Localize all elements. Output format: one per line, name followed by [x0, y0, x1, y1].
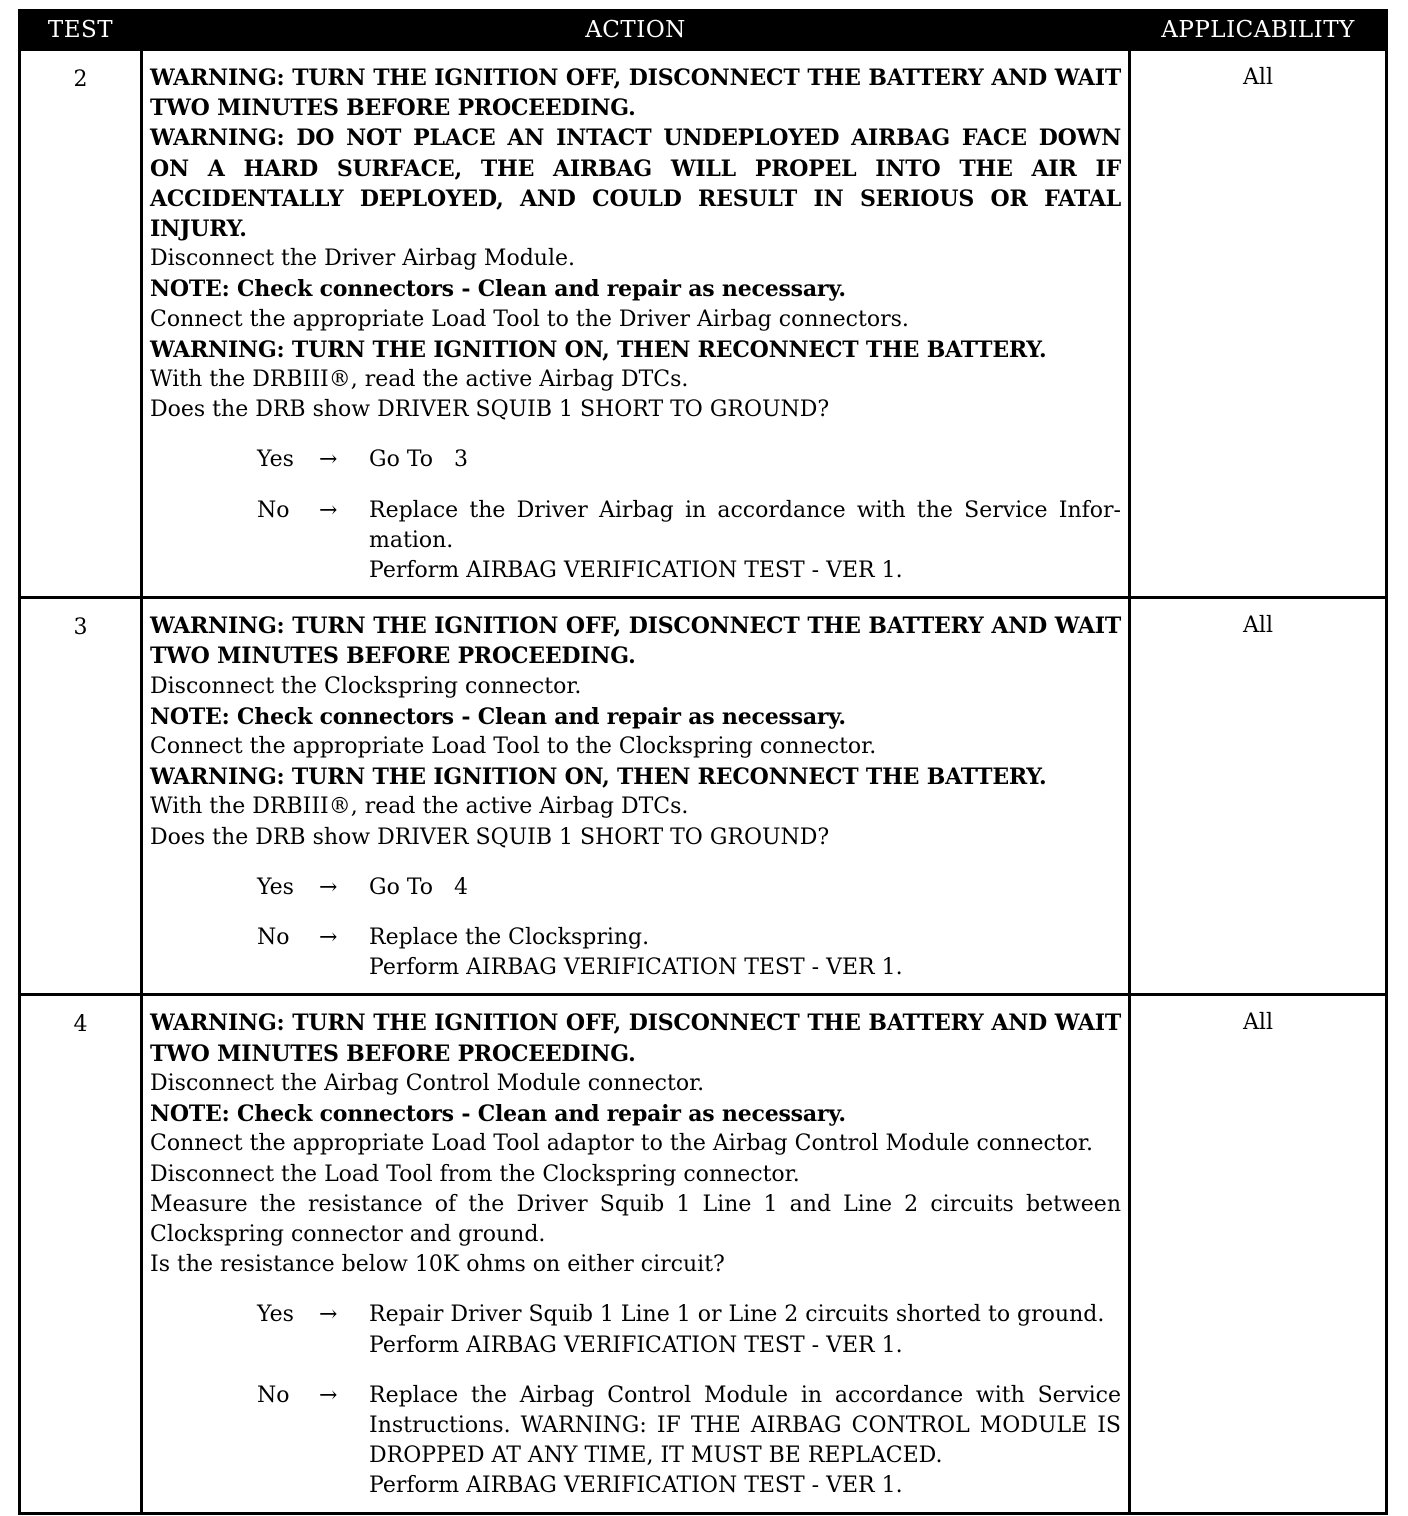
step-text: Connect the appropriate Load Tool to the Driver Airbag connectors. — [150, 306, 909, 332]
step-text: Connect the appropriate Load Tool adaptor to the Airbag Control Module connector. — [150, 1131, 1093, 1157]
no-result — [369, 1381, 1121, 1502]
no-result-text: Replace the Airbag Control Module in accordance with Service Instructions. WARNING: IF THE AIRBAG CONTROL MODULE IS DROPPED AT ANY TIME, IT MUST BE REPLACED. — [369, 1382, 1121, 1469]
step-text: Disconnect the Airbag Control Module connector. — [150, 1070, 705, 1096]
arrow-icon: → — [319, 447, 338, 473]
warning-text: WARNING: DO NOT PLACE AN INTACT UNDEPLOYED AIRBAG FACE DOWN ON A HARD SURFACE, THE AIRBAG WILL PROPEL INTO THE AIR IF ACCIDENTALLY DEPLOYED, AND COULD RESULT IN SERIOUS OR FATAL INJURY. — [150, 125, 1121, 243]
question-text: Does the DRB show DRIVER SQUIB 1 SHORT TO GROUND? — [150, 397, 830, 423]
step-text: With the DRBIII®, read the active Airbag DTCs. — [150, 367, 689, 393]
arrow-icon: → — [319, 925, 338, 951]
no-label: No — [257, 1382, 290, 1408]
yes-result — [369, 1300, 1121, 1360]
warning-text: WARNING: TURN THE IGNITION ON, THEN RECONNECT THE BATTERY. — [150, 764, 1047, 791]
yes-result — [369, 873, 1121, 903]
no-result-verify: Perform AIRBAG VERIFICATION TEST - VER 1. — [369, 558, 903, 584]
action-cell — [142, 50, 1130, 598]
test-number: 2 — [20, 50, 142, 598]
diagnostic-test-table — [18, 9, 1385, 1515]
no-result-text: Replace the Clockspring. — [369, 925, 650, 951]
no-branch — [150, 1381, 1121, 1502]
arrow-icon: → — [319, 1302, 338, 1328]
yes-label: Yes — [257, 874, 294, 900]
step-text: Connect the appropriate Load Tool to the Clockspring connector. — [150, 734, 877, 760]
no-branch — [150, 923, 1121, 983]
table-row — [20, 995, 1387, 1513]
yes-result — [369, 445, 1121, 475]
yes-result-text: Go To 4 — [369, 874, 468, 900]
yes-branch — [150, 445, 1121, 475]
yes-result-text: Go To 3 — [369, 447, 468, 473]
test-number: 3 — [20, 598, 142, 995]
question-text: Does the DRB show DRIVER SQUIB 1 SHORT TO GROUND? — [150, 824, 830, 850]
yes-label: Yes — [257, 447, 294, 473]
warning-text: WARNING: TURN THE IGNITION OFF, DISCONNECT THE BATTERY AND WAIT TWO MINUTES BEFORE PROCEEDING. — [150, 65, 1121, 122]
action-cell — [142, 598, 1130, 995]
no-result — [369, 496, 1121, 587]
header-action: ACTION — [142, 11, 1130, 50]
applicability-value: All — [1130, 50, 1387, 598]
no-result-verify: Perform AIRBAG VERIFICATION TEST - VER 1. — [369, 955, 903, 981]
applicability-value: All — [1130, 995, 1387, 1513]
header-applicability: APPLICABILITY — [1130, 11, 1387, 50]
step-text: Disconnect the Load Tool from the Clockspring connector. — [150, 1161, 800, 1187]
no-branch — [150, 496, 1121, 587]
note-text: NOTE: Check connectors - Clean and repair as necessary. — [150, 276, 846, 303]
yes-branch — [150, 873, 1121, 903]
question-text: Is the resistance below 10K ohms on either circuit? — [150, 1252, 725, 1278]
step-text: Disconnect the Driver Airbag Module. — [150, 246, 576, 272]
no-label: No — [257, 497, 290, 523]
yes-label: Yes — [257, 1302, 294, 1328]
header-test: TEST — [20, 11, 142, 50]
no-label: No — [257, 925, 290, 951]
warning-text: WARNING: TURN THE IGNITION ON, THEN RECONNECT THE BATTERY. — [150, 336, 1047, 363]
arrow-icon: → — [319, 497, 338, 523]
step-text: Measure the resistance of the Driver Squib 1 Line 1 and Line 2 circuits between Clockspring connector and ground. — [150, 1191, 1121, 1247]
warning-text: WARNING: TURN THE IGNITION OFF, DISCONNECT THE BATTERY AND WAIT TWO MINUTES BEFORE PROCEEDING. — [150, 613, 1121, 670]
action-cell — [142, 995, 1130, 1513]
warning-text: WARNING: TURN THE IGNITION OFF, DISCONNECT THE BATTERY AND WAIT TWO MINUTES BEFORE PROCEEDING. — [150, 1010, 1121, 1067]
step-text: Disconnect the Clockspring connector. — [150, 673, 582, 699]
arrow-icon: → — [319, 874, 338, 900]
arrow-icon: → — [319, 1382, 338, 1408]
yes-result-text: Repair Driver Squib 1 Line 1 or Line 2 circuits shorted to ground. — [369, 1302, 1105, 1328]
yes-result-verify: Perform AIRBAG VERIFICATION TEST - VER 1. — [369, 1332, 903, 1358]
step-text: With the DRBIII®, read the active Airbag DTCs. — [150, 794, 689, 820]
no-result-verify: Perform AIRBAG VERIFICATION TEST - VER 1. — [369, 1473, 903, 1499]
test-number: 4 — [20, 995, 142, 1513]
no-result — [369, 923, 1121, 983]
table-row — [20, 598, 1387, 995]
yes-branch — [150, 1300, 1121, 1360]
table-row — [20, 50, 1387, 598]
applicability-value: All — [1130, 598, 1387, 995]
note-text: NOTE: Check connectors - Clean and repair as necessary. — [150, 1101, 846, 1128]
note-text: NOTE: Check connectors - Clean and repair as necessary. — [150, 703, 846, 730]
no-result-text: Replace the Driver Airbag in accordance with the Service Infor-mation. — [369, 497, 1121, 553]
table-header-row — [20, 11, 1387, 50]
